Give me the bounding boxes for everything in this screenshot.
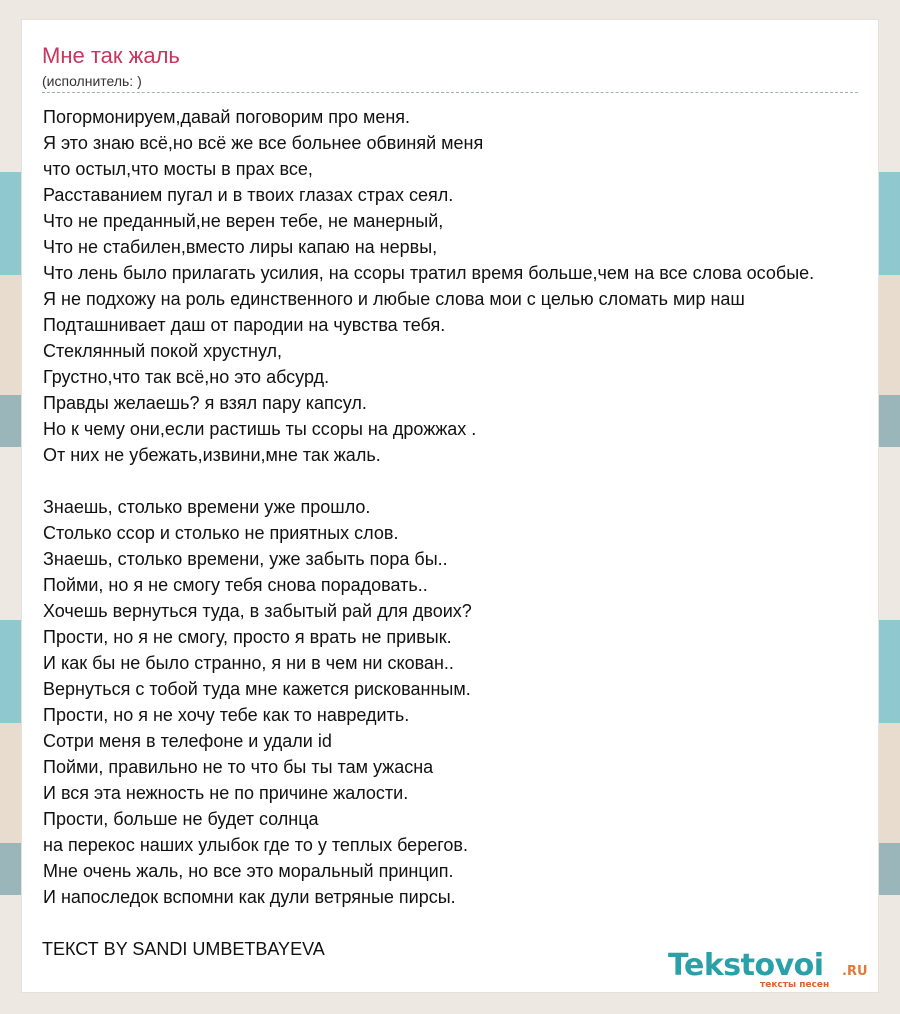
stanza-break: [43, 468, 900, 494]
lyric-line: Что лень было прилагать усилия, на ссоры тратил время больше,чем на все слова особые.: [43, 263, 815, 283]
logo-tagline: тексты песен: [760, 980, 830, 990]
lyric-line: Столько ссор и столько не приятных слов.: [43, 523, 399, 543]
lyrics-text: [43, 104, 900, 910]
song-title: Мне так жаль: [42, 43, 180, 68]
lyric-line: Пойми, правильно не то что бы ты там ужасна: [43, 757, 434, 777]
lyric-line: Но к чему они,если растишь ты ссоры на дрожжах .: [43, 419, 477, 439]
lyric-line: Подташнивает даш от пародии на чувства тебя.: [43, 315, 446, 335]
lyric-line: Прости, но я не смогу, просто я врать не привык.: [43, 627, 452, 647]
lyric-line: Грустно,что так всё,но это абсурд.: [43, 367, 330, 387]
lyric-line: От них не убежать,извини,мне так жаль.: [43, 445, 381, 465]
lyric-line: Стеклянный покой хрустнул,: [43, 341, 283, 361]
lyric-line: И напоследок вспомни как дули ветряные пирсы.: [43, 887, 456, 907]
lyric-line: Сотри меня в телефоне и удали id: [43, 731, 332, 751]
lyric-line: Прости, но я не хочу тебе как то навредить.: [43, 705, 410, 725]
logo-tld: .RU: [842, 964, 868, 979]
lyric-line: Расставанием пугал и в твоих глазах страх сеял.: [43, 185, 454, 205]
lyric-line: Хочешь вернуться туда, в забытый рай для двоих?: [43, 601, 472, 621]
lyric-line: Правды желаешь? я взял пару капсул.: [43, 393, 367, 413]
lyric-line: на перекос наших улыбок где то у теплых берегов.: [43, 835, 468, 855]
lyric-line: И вся эта нежность не по причине жалости.: [43, 783, 409, 803]
lyric-line: Знаешь, столько времени, уже забыть пора бы..: [43, 549, 448, 569]
tekstovoi-logo[interactable]: [668, 948, 873, 992]
lyric-line: Пойми, но я не смогу тебя снова порадовать..: [43, 575, 428, 595]
lyric-line: что остыл,что мосты в прах все,: [43, 159, 313, 179]
lyric-line: Вернуться с тобой туда мне кажется рискованным.: [43, 679, 471, 699]
lyric-line: Прости, больше не будет солнца: [43, 809, 319, 829]
lyric-line: Что не стабилен,вместо лиры капаю на нервы,: [43, 237, 438, 257]
artist-label: (исполнитель: ): [42, 73, 142, 89]
dashed-divider: [42, 92, 858, 93]
lyric-line: Погормонируем,давай поговорим про меня.: [43, 107, 411, 127]
logo-wordmark: Tekstovoi: [668, 948, 824, 983]
lyric-line: И как бы не было странно, я ни в чем ни скован..: [43, 653, 454, 673]
lyric-line: Я это знаю всё,но всё же все больнее обвиняй меня: [43, 133, 484, 153]
lyrics-credit: ТЕКСТ BY SANDI UMBETBAYEVA: [42, 939, 325, 959]
lyric-line: Что не преданный,не верен тебе, не манерный,: [43, 211, 444, 231]
lyric-line: Я не подхожу на роль единственного и любые слова мои с целью сломать мир наш: [43, 289, 745, 309]
lyric-line: Знаешь, столько времени уже прошло.: [43, 497, 371, 517]
lyric-line: Мне очень жаль, но все это моральный принцип.: [43, 861, 454, 881]
